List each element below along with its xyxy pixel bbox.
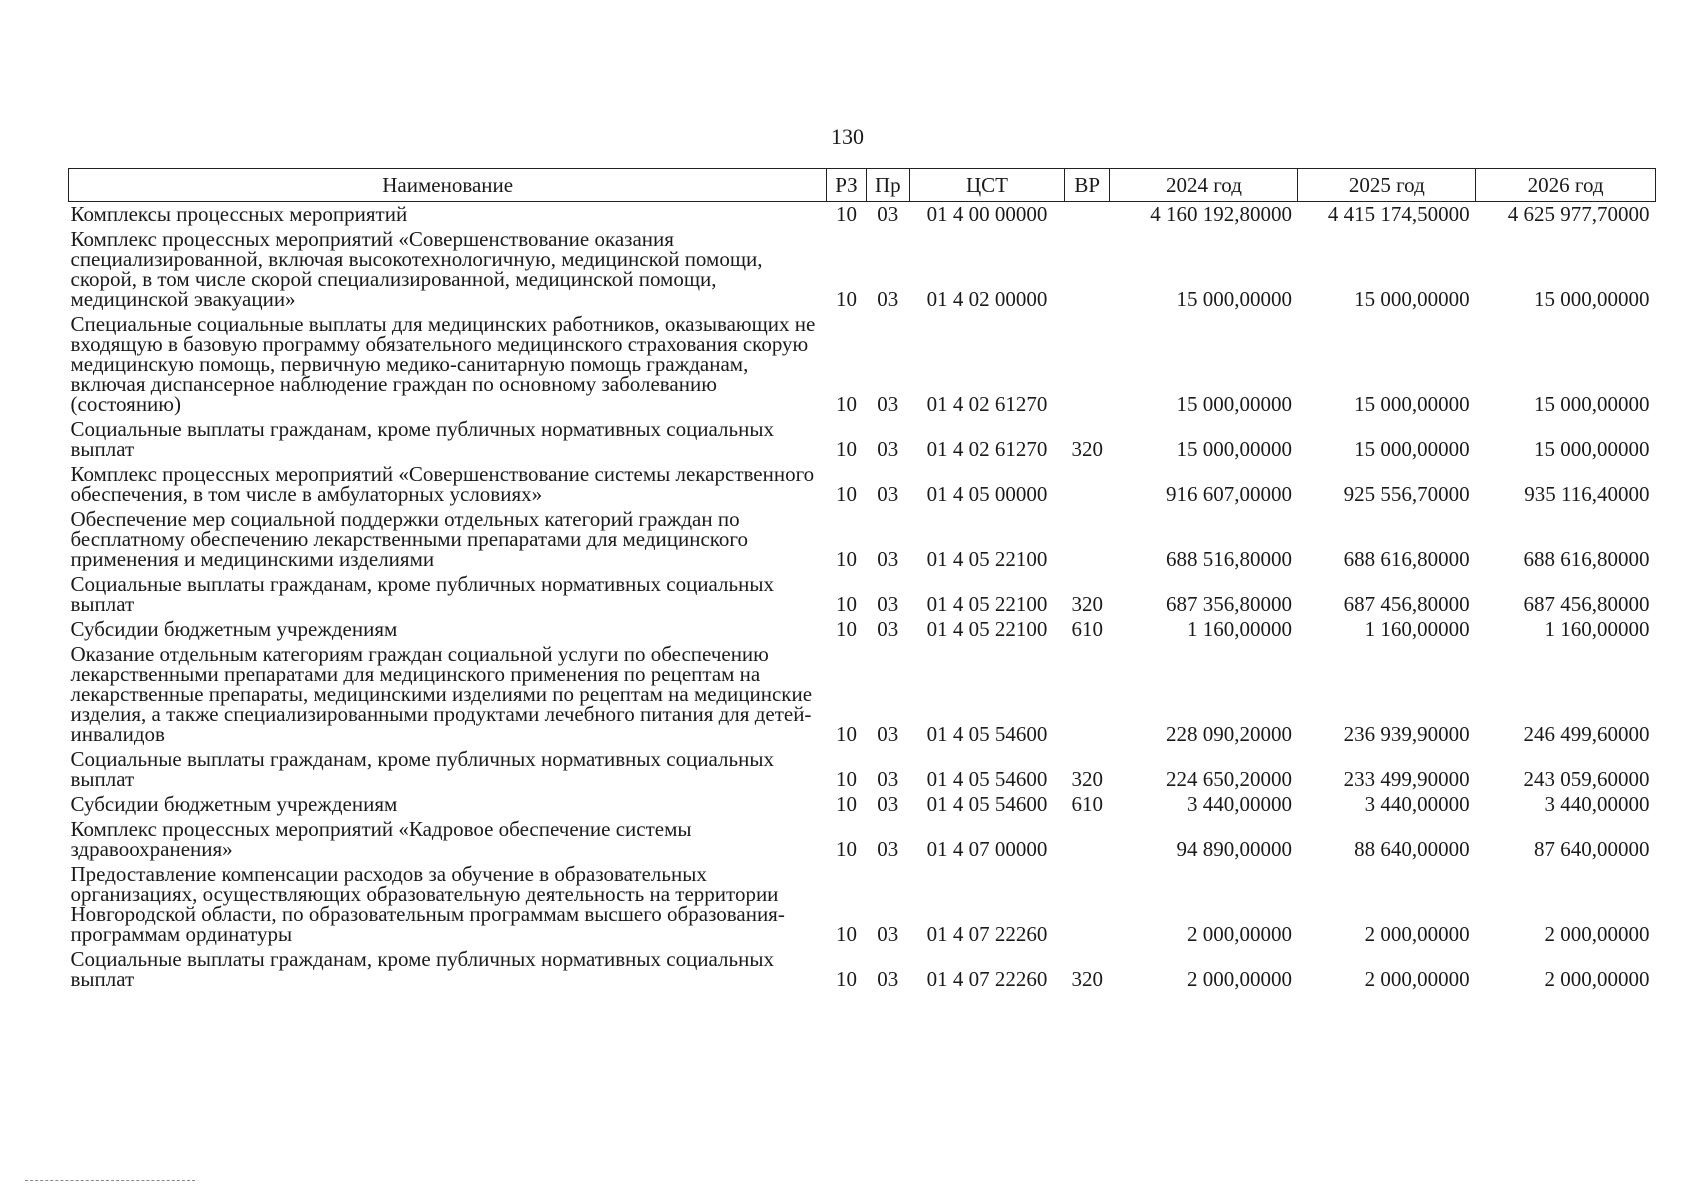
cell-vr — [1064, 642, 1109, 747]
cell-2025: 2 000,00000 — [1364, 922, 1470, 946]
cell-rz: 10 — [835, 592, 857, 616]
cell-name: Социальные выплаты гражданам, кроме публичных нормативных социальных выплат — [70, 947, 774, 991]
table-body — [69, 202, 1656, 993]
cell-2024: 15 000,00000 — [1176, 437, 1292, 461]
cell-cst: 01 4 05 22100 — [926, 617, 1048, 641]
cell-rz: 10 — [835, 202, 857, 226]
cell-2024: 2 000,00000 — [1186, 967, 1292, 991]
header-2025: 2025 год — [1298, 169, 1476, 202]
cell-cst: 01 4 05 54600 — [926, 792, 1048, 816]
cell-2026: 935 116,40000 — [1524, 482, 1650, 506]
cell-name: Предоставление компенсации расходов за обучение в образовательных организациях, осуществляющих образовательную деятельность на территории Новгородской области, по образовательным программам высшего образования-программам ординатуры — [70, 862, 785, 946]
table-row — [69, 417, 1656, 462]
cell-name: Специальные социальные выплаты для медицинских работников, оказывающих не входящую в базовую программу обязательного медицинского страхования скорую медицинскую помощь, первичную медико-санитарную помощь гражданам, включая диспансерное наблюдение граждан по основному заболеванию (состоянию) — [70, 312, 816, 416]
cell-2025: 233 499,90000 — [1343, 767, 1470, 791]
cell-rz: 10 — [835, 837, 857, 861]
cell-name: Комплекс процессных мероприятий «Кадровое обеспечение системы здравоохранения» — [70, 817, 692, 861]
cell-vr — [1064, 227, 1109, 312]
cell-vr — [1064, 462, 1109, 507]
cell-2026: 243 059,60000 — [1523, 767, 1650, 791]
table-header-row — [69, 169, 1656, 202]
cell-rz: 10 — [835, 482, 857, 506]
cell-cst: 01 4 02 61270 — [926, 437, 1048, 461]
cell-2024: 224 650,20000 — [1165, 767, 1292, 791]
cell-pr: 03 — [877, 837, 899, 861]
cell-pr: 03 — [877, 482, 899, 506]
table-row — [69, 572, 1656, 617]
cell-name: Комплекс процессных мероприятий «Совершенствование системы лекарственного обеспечения, в том числе в амбулаторных условиях» — [70, 462, 815, 506]
cell-cst: 01 4 07 22260 — [926, 967, 1048, 991]
cell-name: Комплекс процессных мероприятий «Совершенствование оказания специализированной, включая высокотехнологичную, медицинской помощи, скорой, в том числе скорой специализированной, медицинской помощи, медицинской эвакуации» — [70, 227, 763, 311]
cell-2025: 15 000,00000 — [1354, 392, 1470, 416]
cell-rz: 10 — [835, 967, 857, 991]
cell-2026: 15 000,00000 — [1534, 392, 1650, 416]
cell-pr: 03 — [877, 437, 899, 461]
cell-2025: 688 616,80000 — [1343, 547, 1470, 571]
cell-cst: 01 4 05 54600 — [926, 767, 1048, 791]
cell-2026: 15 000,00000 — [1534, 437, 1650, 461]
header-pr: Пр — [866, 169, 909, 202]
cell-vr: 320 — [1071, 592, 1103, 616]
table-row — [69, 747, 1656, 792]
cell-2024: 2 000,00000 — [1186, 922, 1292, 946]
table-row — [69, 947, 1656, 992]
cell-name: Комплексы процессных мероприятий — [70, 202, 408, 226]
cell-2026: 687 456,80000 — [1523, 592, 1650, 616]
cell-2025: 1 160,00000 — [1364, 617, 1470, 641]
cell-2024: 687 356,80000 — [1165, 592, 1292, 616]
cell-vr — [1064, 202, 1109, 228]
cell-rz: 10 — [835, 287, 857, 311]
cell-cst: 01 4 02 61270 — [926, 392, 1048, 416]
header-rz: РЗ — [827, 169, 866, 202]
cell-2024: 3 440,00000 — [1186, 792, 1292, 816]
cell-rz: 10 — [835, 767, 857, 791]
cell-2026: 2 000,00000 — [1544, 967, 1650, 991]
cell-2025: 4 415 174,50000 — [1327, 202, 1470, 226]
header-2024: 2024 год — [1110, 169, 1298, 202]
cell-2025: 15 000,00000 — [1354, 437, 1470, 461]
footer-rule — [25, 1180, 195, 1181]
cell-pr: 03 — [877, 202, 899, 226]
cell-2024: 916 607,00000 — [1165, 482, 1292, 506]
table-row — [69, 462, 1656, 507]
cell-vr: 320 — [1071, 437, 1103, 461]
cell-name: Субсидии бюджетным учреждениям — [70, 792, 398, 816]
cell-vr: 320 — [1071, 767, 1103, 791]
cell-name: Оказание отдельным категориям граждан социальной услуги по обеспечению лекарственными препаратами для медицинского применения по рецептам на лекарственные препараты, медицинскими изделиями по рецептам на медицинские изделия, а также специализированными продуктами лечебного питания для детей-инвалидов — [70, 642, 813, 746]
cell-pr: 03 — [877, 287, 899, 311]
cell-cst: 01 4 00 00000 — [926, 202, 1048, 226]
cell-2024: 15 000,00000 — [1176, 287, 1292, 311]
cell-name: Обеспечение мер социальной поддержки отдельных категорий граждан по бесплатному обеспечению лекарственными препаратами для медицинского применения и медицинскими изделиями — [70, 507, 749, 571]
cell-pr: 03 — [877, 722, 899, 746]
table-row — [69, 862, 1656, 947]
cell-rz: 10 — [835, 437, 857, 461]
cell-2026: 15 000,00000 — [1534, 287, 1650, 311]
cell-2025: 236 939,90000 — [1343, 722, 1470, 746]
cell-vr — [1064, 507, 1109, 572]
page-number: 130 — [831, 124, 864, 149]
cell-cst: 01 4 05 00000 — [926, 482, 1048, 506]
cell-2026: 246 499,60000 — [1523, 722, 1650, 746]
cell-name: Социальные выплаты гражданам, кроме публичных нормативных социальных выплат — [70, 572, 774, 616]
cell-2026: 3 440,00000 — [1544, 792, 1650, 816]
cell-2025: 925 556,70000 — [1343, 482, 1470, 506]
header-cst: ЦСТ — [910, 169, 1065, 202]
cell-2026: 87 640,00000 — [1534, 837, 1650, 861]
header-name: Наименование — [69, 169, 827, 202]
cell-pr: 03 — [877, 767, 899, 791]
cell-name: Социальные выплаты гражданам, кроме публичных нормативных социальных выплат — [70, 747, 774, 791]
cell-2024: 228 090,20000 — [1165, 722, 1292, 746]
cell-2024: 4 160 192,80000 — [1150, 202, 1292, 226]
cell-rz: 10 — [835, 392, 857, 416]
table-row — [69, 792, 1656, 817]
cell-2025: 15 000,00000 — [1354, 287, 1470, 311]
cell-pr: 03 — [877, 922, 899, 946]
header-vr: ВР — [1064, 169, 1109, 202]
cell-2024: 1 160,00000 — [1186, 617, 1292, 641]
cell-vr: 320 — [1071, 967, 1103, 991]
cell-cst: 01 4 05 22100 — [926, 547, 1048, 571]
cell-cst: 01 4 02 00000 — [926, 287, 1048, 311]
cell-vr — [1064, 312, 1109, 417]
cell-pr: 03 — [877, 792, 899, 816]
cell-2024: 688 516,80000 — [1165, 547, 1292, 571]
cell-2026: 1 160,00000 — [1544, 617, 1650, 641]
table-row — [69, 227, 1656, 312]
cell-2025: 3 440,00000 — [1364, 792, 1470, 816]
cell-2024: 15 000,00000 — [1176, 392, 1292, 416]
cell-name: Субсидии бюджетным учреждениям — [70, 617, 398, 641]
cell-2025: 2 000,00000 — [1364, 967, 1470, 991]
cell-pr: 03 — [877, 967, 899, 991]
budget-table — [68, 168, 1656, 992]
cell-2026: 4 625 977,70000 — [1507, 202, 1650, 226]
cell-rz: 10 — [835, 547, 857, 571]
table-row — [69, 507, 1656, 572]
table-row — [69, 642, 1656, 747]
cell-vr — [1064, 862, 1109, 947]
cell-2026: 2 000,00000 — [1544, 922, 1650, 946]
header-2026: 2026 год — [1476, 169, 1656, 202]
cell-vr: 610 — [1071, 792, 1103, 816]
table-row — [69, 617, 1656, 642]
cell-pr: 03 — [877, 617, 899, 641]
cell-cst: 01 4 07 22260 — [926, 922, 1048, 946]
cell-2025: 88 640,00000 — [1354, 837, 1470, 861]
cell-2026: 688 616,80000 — [1523, 547, 1650, 571]
cell-2024: 94 890,00000 — [1176, 837, 1292, 861]
table-row — [69, 202, 1656, 228]
table-row — [69, 817, 1656, 862]
cell-name: Социальные выплаты гражданам, кроме публичных нормативных социальных выплат — [70, 417, 774, 461]
cell-vr: 610 — [1071, 617, 1103, 641]
cell-vr — [1064, 817, 1109, 862]
cell-cst: 01 4 05 22100 — [926, 592, 1048, 616]
cell-cst: 01 4 07 00000 — [926, 837, 1048, 861]
cell-rz: 10 — [835, 617, 857, 641]
cell-pr: 03 — [877, 547, 899, 571]
cell-cst: 01 4 05 54600 — [926, 722, 1048, 746]
cell-rz: 10 — [835, 792, 857, 816]
table-row — [69, 312, 1656, 417]
cell-pr: 03 — [877, 592, 899, 616]
cell-2025: 687 456,80000 — [1343, 592, 1470, 616]
cell-rz: 10 — [835, 722, 857, 746]
cell-pr: 03 — [877, 392, 899, 416]
cell-rz: 10 — [835, 922, 857, 946]
